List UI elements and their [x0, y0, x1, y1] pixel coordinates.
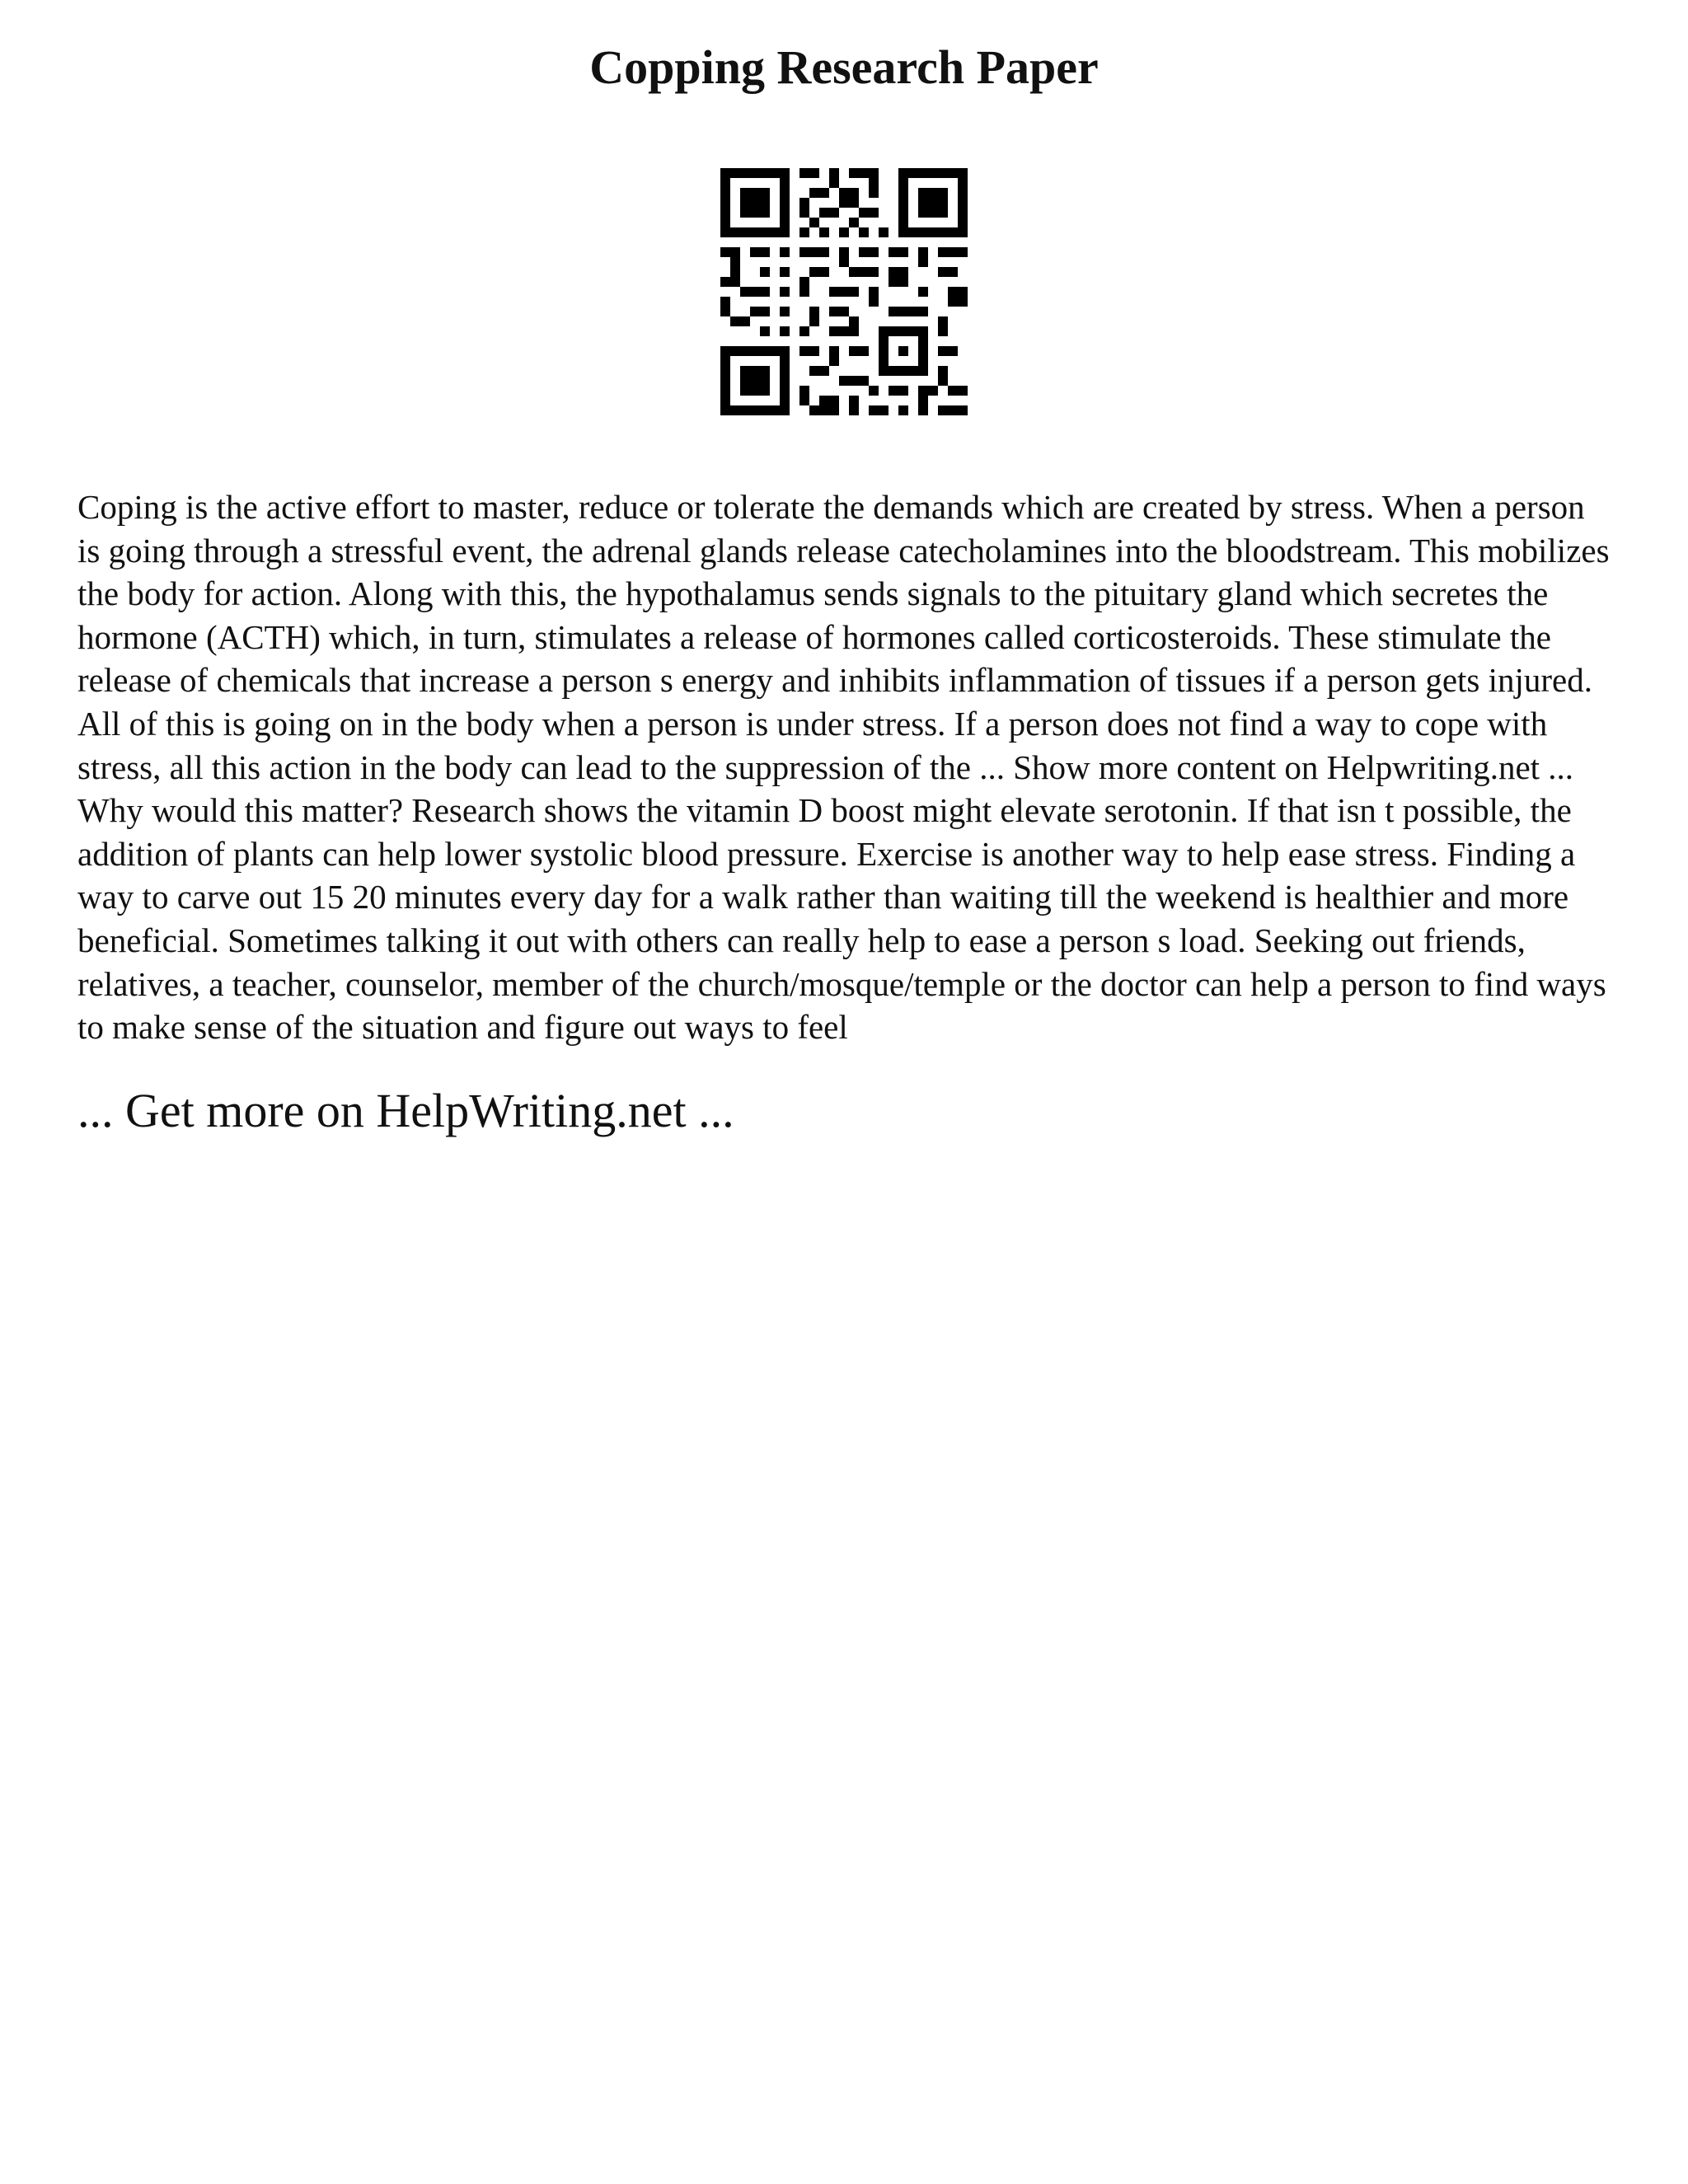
page-title: Copping Research Paper [589, 40, 1099, 94]
get-more-link[interactable]: ... Get more on HelpWriting.net ... [77, 1083, 734, 1137]
qr-code-container [77, 168, 1611, 415]
qr-code-icon [720, 168, 968, 415]
article-body [77, 485, 1611, 1049]
paragraph-1: Coping is the active effort to master, reduce or tolerate the demands which are created by stress. When a person is going through a stressful event, the adrenal glands release catecholamines into the bloodstream. This mobilizes the body for action. Along with this, the hypothalamus sends signals to the pituitary gland which secretes the hormone (ACTH) which, in turn, stimulates a release of hormones called corticosteroids. These stimulate the release of chemicals that increase a person s energy and inhibits inflammation of tissues if a person gets injured. All of this is going on in the body when a person is under stress. If a person does not find a way to cope with stress, all this action in the body can lead to the suppression of the ... Show more content on Helpwriting.net ... [77, 488, 1610, 786]
paragraph-2: Why would this matter? Research shows the vitamin D boost might elevate serotonin. If that isn t possible, the addition of plants can help lower systolic blood pressure. Exercise is another way to help ease stress. Finding a way to carve out 15 20 minutes every day for a walk rather than waiting till the weekend is healthier and more beneficial. Sometimes talking it out with others can really help to ease a person s load. Seeking out friends, relatives, a teacher, counselor, member of the church/mosque/temple or the doctor can help a person to find ways to make sense of the situation and figure out ways to feel [77, 791, 1606, 1047]
